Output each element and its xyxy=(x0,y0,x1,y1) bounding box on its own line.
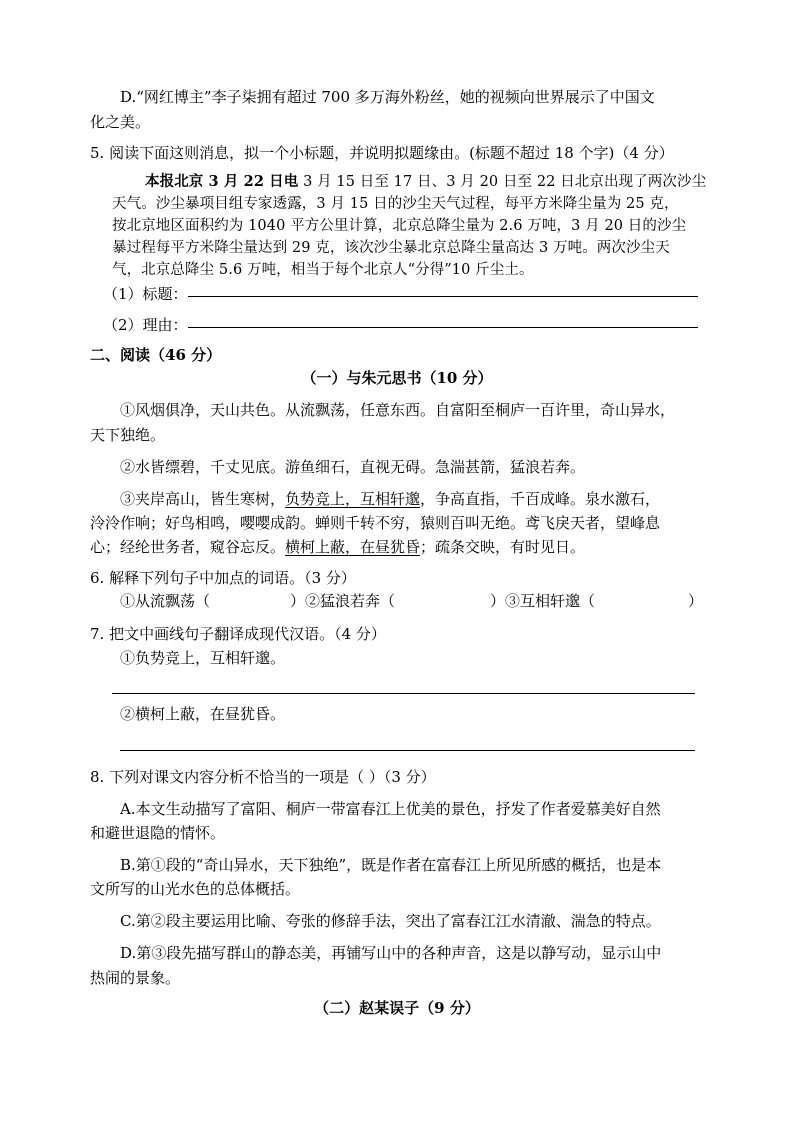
section-two-heading: 二、阅读（46 分） xyxy=(90,346,222,364)
q5-news-line1 xyxy=(145,172,706,192)
q8-option-b-line1: B.第①段的“奇山异水，天下独绝”，既是作者在富春江上所见所感的概括，也是本 xyxy=(120,856,662,874)
para3-text-d: ；疏条交映，有时见日。 xyxy=(420,538,586,556)
passage-para3-line2: 泠泠作响；好鸟相鸣，嘤嘤成韵。蝉则千转不穷，猿则百叫无绝。鸢飞戾天者，望峰息 xyxy=(90,514,661,532)
q6-close-paren: ） xyxy=(688,592,704,610)
q6-item2: ）②猛浪若奔（ xyxy=(290,592,396,610)
q8-option-b-line2: 文所写的山光水色的总体概括。 xyxy=(90,880,301,898)
part-one-title: （一）与朱元思书（10 分） xyxy=(301,369,493,387)
q5-prompt: 5. 阅读下面这则消息，拟一个小标题，并说明拟题缘由。(标题不超过 18 个字)（4 分） xyxy=(90,144,674,162)
q7-item2: ②横柯上蔽，在昼犹昏。 xyxy=(120,705,286,723)
q4-option-d-line1: D.“网红博主”李子柒拥有超过 700 多万海外粉丝，她的视频向世界展示了中国文 xyxy=(120,88,655,106)
q8-option-d-line1: D.第③段先描写群山的静态美，再铺写山中的各种声音，这是以静写动，显示山中 xyxy=(120,944,662,962)
q5-news-line2: 天气。沙尘暴项目组专家透露，3 月 15 日的沙尘天气过程，每平方米降尘量为 25 克， xyxy=(112,196,679,212)
q5-news-line1-text: 3 月 15 日至 17 日、3 月 20 日至 22 日北京出现了两次沙尘 xyxy=(298,174,707,190)
q8-option-c-line1: C.第②段主要运用比喻、夸张的修辞手法，突出了富春江江水清澈、湍急的特点。 xyxy=(120,912,661,930)
passage-para3-line1 xyxy=(120,489,660,509)
part-two-title: （二）赵某误子（9 分） xyxy=(314,999,480,1017)
para3-text-c: 心；经纶世务者，窥谷忘反。 xyxy=(90,538,286,556)
q5-news-dateline: 本报北京 3 月 22 日电 xyxy=(145,173,299,190)
q5-news-line5: 气，北京总降尘 5.6 万吨，相当于每个北京人“分得”10 斤尘土。 xyxy=(112,262,534,278)
q5-reason-label: （2）理由： xyxy=(103,316,188,334)
passage-para1-line1: ①风烟俱净，天山共色。从流飘荡，任意东西。自富阳至桐庐一百许里，奇山异水， xyxy=(120,401,676,419)
q7-item1: ①负势竞上，互相轩邈。 xyxy=(120,649,286,667)
q8-option-a-line1: A.本文生动描写了富阳、桐庐一带富春江上优美的景色，抒发了作者爱慕美好自然 xyxy=(120,800,661,818)
para3-text-a: ③夹岸高山，皆生寒树， xyxy=(120,490,286,508)
passage-para2-line1: ②水皆缥碧，千丈见底。游鱼细石，直视无碍。急湍甚箭，猛浪若奔。 xyxy=(120,458,586,476)
para3-text-b: ，争高直指，千百成峰。泉水激石， xyxy=(420,490,661,508)
q6-item1: ①从流飘荡（ xyxy=(120,592,211,610)
q6-prompt: 6. 解释下列句子中加点的词语。（3 分） xyxy=(90,569,356,587)
q5-title-label: （1）标题： xyxy=(103,285,188,303)
passage-para3-line3 xyxy=(90,537,585,557)
q5-title-answer-line[interactable] xyxy=(188,296,698,297)
q4-option-d-line2: 化之美。 xyxy=(90,113,151,131)
q5-reason-answer-line[interactable] xyxy=(188,327,698,328)
para3-underlined-sentence1: 负势竞上，互相轩邈 xyxy=(285,490,421,508)
q7-answer-line1[interactable] xyxy=(112,693,695,694)
q8-prompt: 8. 下列对课文内容分析不恰当的一项是（ ）（3 分） xyxy=(90,768,436,786)
q5-news-line4: 暴过程每平方米降尘量达到 29 克，该次沙尘暴北京总降尘量高达 3 万吨。两次沙尘天 xyxy=(112,240,670,256)
q8-option-a-line2: 和避世退隐的情怀。 xyxy=(90,824,226,842)
q6-item3: ）③互相轩邈（ xyxy=(490,592,596,610)
passage-para1-line2: 天下独绝。 xyxy=(90,426,166,444)
q8-option-d-line2: 热闹的景象。 xyxy=(90,969,181,987)
q5-news-line3: 按北京地区面积约为 1040 平方公里计算，北京总降尘量为 2.6 万吨，3 月 20 日的沙尘 xyxy=(112,218,687,234)
para3-underlined-sentence2: 横柯上蔽，在昼犹昏 xyxy=(285,538,421,556)
q7-prompt: 7. 把文中画线句子翻译成现代汉语。（4 分） xyxy=(90,625,386,643)
q7-answer-line2[interactable] xyxy=(120,750,695,751)
